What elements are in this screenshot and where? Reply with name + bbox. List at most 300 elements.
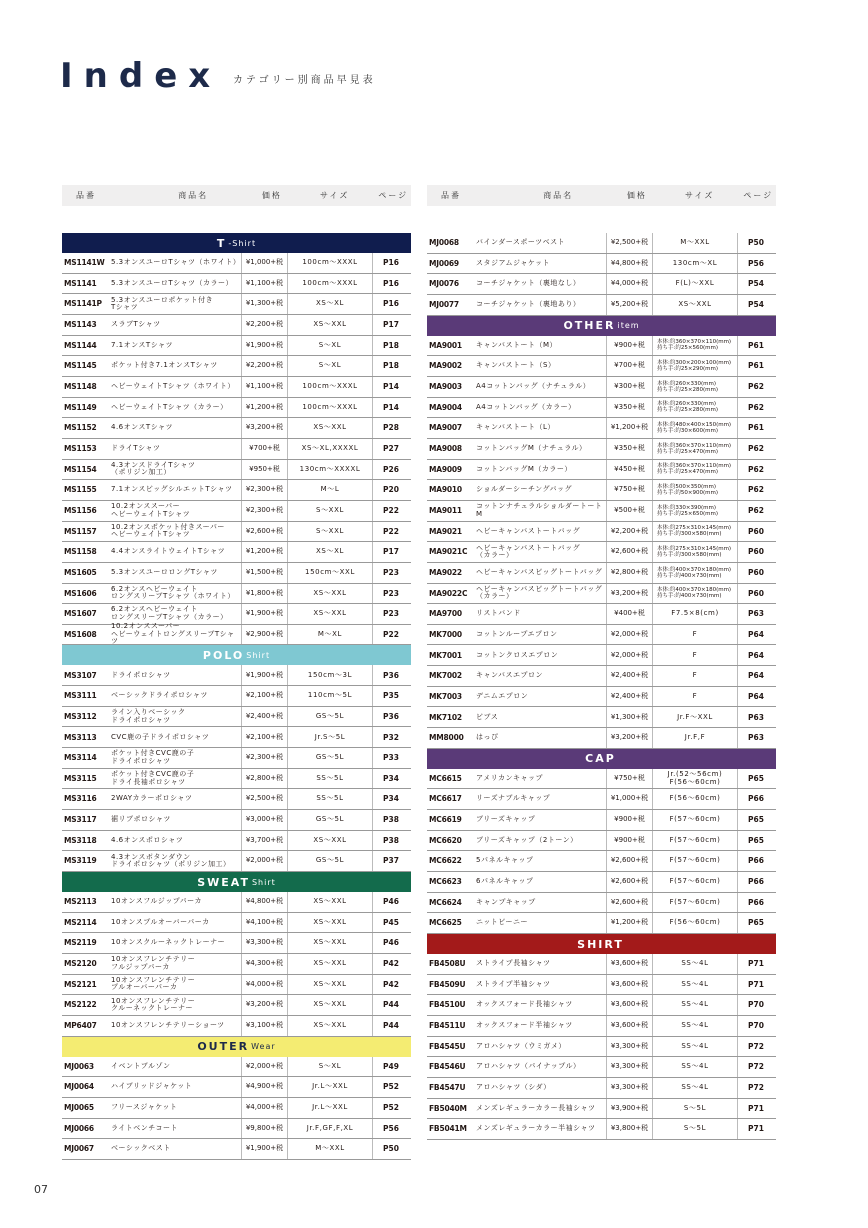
- product-name: 4.6オンスポロシャツ: [111, 835, 184, 844]
- table-row: [62, 1016, 411, 1037]
- table-row: [427, 460, 776, 481]
- product-code: MS1152: [64, 423, 97, 433]
- product-name: ドライポロシャツ: [111, 670, 171, 679]
- table-row: [427, 995, 776, 1016]
- product-name: 10.2オンスポケット付きスーパー ヘビーウェイトTシャツ: [111, 522, 225, 539]
- table-row: [427, 625, 776, 646]
- product-size: Jr.F～XXL: [652, 707, 737, 727]
- product-name: ライトベンチコート: [111, 1123, 179, 1132]
- product-page: P70: [737, 1016, 774, 1036]
- product-size: SS～5L: [287, 789, 372, 809]
- table-row: [62, 975, 411, 996]
- product-code: MA9010: [429, 485, 462, 495]
- category-banner: [427, 934, 776, 954]
- product-name: 5パネルキャップ: [476, 856, 534, 865]
- product-name: ショルダーシーチングバッグ: [476, 485, 573, 494]
- product-code: MS3107: [64, 670, 97, 680]
- product-page: P56: [372, 1119, 409, 1139]
- product-price: ¥4,000+税: [241, 1098, 287, 1118]
- table-row: [62, 913, 411, 934]
- product-page: P36: [372, 707, 409, 727]
- product-code: MS1153: [64, 443, 97, 453]
- table-row: [62, 1077, 411, 1098]
- table-row: [427, 418, 776, 439]
- product-size: F(56～60cm): [652, 789, 737, 809]
- product-name: オックスフォード長袖シャツ: [476, 1000, 573, 1009]
- product-code: MS1141: [64, 278, 97, 288]
- product-size: 本体:約360×370×110(mm) 持ち手:約25×470(mm): [652, 439, 737, 459]
- product-page: P62: [737, 501, 774, 521]
- product-page: P62: [737, 377, 774, 397]
- category-banner: [427, 749, 776, 769]
- product-page: P72: [737, 1078, 774, 1098]
- product-price: ¥2,600+税: [606, 893, 652, 913]
- product-name: 7.1オンスビッグシルエットTシャツ: [111, 485, 233, 494]
- product-code: MS2121: [64, 979, 97, 989]
- product-size: F: [652, 625, 737, 645]
- product-code: MJ0076: [429, 279, 459, 289]
- product-size: XS～XXL: [652, 295, 737, 315]
- product-name: アロハシャツ（パイナップル）: [476, 1062, 581, 1071]
- product-code: MC6619: [429, 815, 462, 825]
- product-code: MS2114: [64, 917, 97, 927]
- category-banner: [62, 645, 411, 665]
- product-code: FB4510U: [429, 1000, 466, 1010]
- product-code: MA9007: [429, 423, 462, 433]
- product-size: M～XXL: [652, 233, 737, 253]
- table-row: [62, 584, 411, 605]
- product-code: MK7102: [429, 712, 462, 722]
- table-row: [427, 1078, 776, 1099]
- product-price: ¥3,300+税: [241, 933, 287, 953]
- product-size: XS～XXL: [287, 975, 372, 995]
- category-banner: [62, 1037, 411, 1057]
- category-subtitle: -Shirt: [228, 238, 257, 248]
- product-name: 裾リブポロシャツ: [111, 815, 171, 824]
- product-size: Jr.S～5L: [287, 727, 372, 747]
- product-size: Jr.(52～56cm) F(56～60cm): [652, 769, 737, 789]
- product-name: アロハシャツ（ウミガメ）: [476, 1041, 566, 1050]
- product-page: P36: [372, 665, 409, 685]
- product-name: ストライプ長袖シャツ: [476, 959, 551, 968]
- product-name: 10オンスフレンチテリー プルオーバーパーカ: [111, 975, 196, 992]
- product-size: 本体:約400×370×180(mm) 持ち手:約400×730(mm): [652, 563, 737, 583]
- product-code: MA9004: [429, 402, 462, 412]
- product-size: XS～XXL: [287, 584, 372, 604]
- product-code: MA9002: [429, 361, 462, 371]
- table-row: [62, 542, 411, 563]
- product-code: MS3117: [64, 815, 97, 825]
- product-code: MS1158: [64, 547, 97, 557]
- product-code: MC6623: [429, 877, 462, 887]
- table-row: [62, 954, 411, 975]
- product-name: 10オンスクルーネックトレーナー: [111, 938, 226, 947]
- product-page: P18: [372, 356, 409, 376]
- product-price: ¥2,100+税: [241, 686, 287, 706]
- product-size: 本体:約400×370×180(mm) 持ち手:約400×730(mm): [652, 584, 737, 604]
- table-row: [62, 563, 411, 584]
- product-name: アメリカンキャップ: [476, 773, 544, 782]
- product-size: XS～XXL: [287, 892, 372, 912]
- table-row: [62, 336, 411, 357]
- product-code: MS3113: [64, 732, 97, 742]
- product-page: P22: [372, 625, 409, 645]
- product-size: 本体:約360×370×110(mm) 持ち手:約25×470(mm): [652, 460, 737, 480]
- product-name: ベーシックドライポロシャツ: [111, 691, 208, 700]
- product-code: MS1606: [64, 588, 97, 598]
- product-code: MA9021C: [429, 547, 468, 557]
- product-price: ¥1,100+税: [241, 377, 287, 397]
- product-code: MP6407: [64, 1021, 97, 1031]
- product-page: P23: [372, 563, 409, 583]
- product-code: MS1607: [64, 609, 97, 619]
- product-code: MS3115: [64, 773, 97, 783]
- product-price: ¥1,200+税: [606, 913, 652, 933]
- product-price: ¥3,200+税: [241, 418, 287, 438]
- product-code: MS2119: [64, 938, 97, 948]
- product-name: ヘビーキャンバスビッグトートバッグ: [476, 567, 603, 576]
- product-size: F(57～60cm): [652, 831, 737, 851]
- table-row: [62, 892, 411, 913]
- product-code: MJ0063: [64, 1061, 94, 1071]
- table-row: [427, 542, 776, 563]
- category-title: OUTER: [197, 1040, 250, 1054]
- product-page: P60: [737, 584, 774, 604]
- product-name: コットンループエプロン: [476, 629, 558, 638]
- product-code: MS3119: [64, 856, 97, 866]
- product-name: ヘビーウェイトTシャツ（カラー）: [111, 402, 228, 411]
- product-name: 5.3オンスユーロロングTシャツ: [111, 567, 218, 576]
- table-row: [427, 584, 776, 605]
- product-page: P52: [372, 1098, 409, 1118]
- product-name: ハイブリッドジャケット: [111, 1082, 193, 1091]
- product-page: P65: [737, 769, 774, 789]
- product-name: 4.3オンスドライTシャツ （ポリジン加工）: [111, 460, 196, 477]
- product-price: ¥2,300+税: [241, 501, 287, 521]
- table-row: [427, 274, 776, 295]
- product-name: 6パネルキャップ: [476, 877, 534, 886]
- product-code: MJ0068: [429, 238, 459, 248]
- product-price: ¥1,800+税: [241, 584, 287, 604]
- table-row: [427, 851, 776, 872]
- product-page: P46: [372, 892, 409, 912]
- product-price: ¥4,900+税: [241, 1077, 287, 1097]
- table-row: [62, 622, 411, 646]
- product-code: MM8000: [429, 733, 464, 743]
- product-size: GS～5L: [287, 851, 372, 871]
- product-code: MS1143: [64, 320, 97, 330]
- table-row: [427, 356, 776, 377]
- product-price: ¥3,200+税: [606, 728, 652, 748]
- product-size: Jr.F,F: [652, 728, 737, 748]
- category-subtitle: item: [617, 321, 640, 331]
- product-page: P60: [737, 522, 774, 542]
- product-size: 本体:約260×330(mm) 持ち手:約25×280(mm): [652, 398, 737, 418]
- product-page: P18: [372, 336, 409, 356]
- table-row: [62, 727, 411, 748]
- category-banner: [62, 872, 411, 892]
- product-size: F(57～60cm): [652, 810, 737, 830]
- table-row: [427, 1016, 776, 1037]
- product-page: P54: [737, 295, 774, 315]
- product-size: SS～4L: [652, 975, 737, 995]
- product-page: P70: [737, 995, 774, 1015]
- product-page: P61: [737, 418, 774, 438]
- product-page: P14: [372, 377, 409, 397]
- product-code: MS2122: [64, 1000, 97, 1010]
- table-row: [427, 666, 776, 687]
- product-name: 6.2オンスヘビーウェイト ロングスリーブTシャツ（ホワイト）: [111, 584, 235, 601]
- product-size: 100cm～XXXL: [287, 377, 372, 397]
- product-size: XS～XXL: [287, 954, 372, 974]
- product-price: ¥700+税: [606, 356, 652, 376]
- product-code: MJ0067: [64, 1144, 94, 1154]
- table-row: [62, 356, 411, 377]
- product-size: GS～5L: [287, 707, 372, 727]
- page-number: 07: [34, 1183, 48, 1196]
- product-code: MA9022: [429, 567, 462, 577]
- product-name: A4コットンバッグ（ナチュラル）: [476, 382, 591, 391]
- product-page: P50: [737, 233, 774, 253]
- product-name: フリースジャケット: [111, 1103, 178, 1112]
- table-row: [62, 1139, 411, 1160]
- product-code: MC6622: [429, 856, 462, 866]
- product-price: ¥2,300+税: [241, 748, 287, 768]
- product-size: 100cm～XXXL: [287, 253, 372, 273]
- product-price: ¥3,300+税: [606, 1057, 652, 1077]
- product-page: P66: [737, 872, 774, 892]
- product-size: M～L: [287, 480, 372, 500]
- product-name: スラブTシャツ: [111, 320, 161, 329]
- product-size: XS～XXL: [287, 913, 372, 933]
- table-row: [62, 769, 411, 790]
- product-size: XS～XXL: [287, 315, 372, 335]
- product-code: MA9022C: [429, 588, 468, 598]
- product-code: MC6620: [429, 835, 462, 845]
- product-page: P32: [372, 727, 409, 747]
- table-row: [427, 398, 776, 419]
- category-title: T: [216, 236, 227, 250]
- product-page: P65: [737, 831, 774, 851]
- product-page: P63: [737, 707, 774, 727]
- product-price: ¥5,200+税: [606, 295, 652, 315]
- product-code: MC6625: [429, 918, 462, 928]
- table-row: [427, 975, 776, 996]
- table-row: [427, 687, 776, 708]
- product-page: P61: [737, 356, 774, 376]
- product-size: XS～XL: [287, 294, 372, 314]
- product-price: ¥2,600+税: [606, 872, 652, 892]
- product-page: P54: [737, 274, 774, 294]
- category-title: OTHER: [563, 319, 616, 333]
- product-size: 110cm～5L: [287, 686, 372, 706]
- product-code: MS3114: [64, 753, 97, 763]
- product-price: ¥400+税: [606, 604, 652, 624]
- product-size: XS～XXL: [287, 995, 372, 1015]
- table-row: [427, 439, 776, 460]
- product-price: ¥3,000+税: [241, 810, 287, 830]
- product-size: S～XXL: [287, 501, 372, 521]
- table-row: [62, 933, 411, 954]
- product-name: 10.2オンススーパー ヘビーウェイトTシャツ: [111, 502, 191, 518]
- product-price: ¥900+税: [606, 831, 652, 851]
- product-price: ¥1,100+税: [241, 274, 287, 294]
- product-price: ¥1,300+税: [241, 294, 287, 314]
- product-name: アロハシャツ（シダ）: [476, 1083, 551, 1092]
- table-row: [427, 769, 776, 790]
- product-price: ¥1,200+税: [606, 418, 652, 438]
- product-page: P66: [737, 851, 774, 871]
- table-row: [427, 501, 776, 522]
- product-code: MA9003: [429, 382, 462, 392]
- table-row: [427, 254, 776, 275]
- product-price: ¥2,800+税: [606, 563, 652, 583]
- header-price: 価格: [261, 191, 282, 200]
- table-row: [62, 1098, 411, 1119]
- header-code: 品番: [441, 191, 461, 200]
- product-name: ポケット付きCVC鹿の子 ドライポロシャツ: [111, 749, 195, 765]
- product-price: ¥1,500+税: [241, 563, 287, 583]
- product-size: 150cm～3L: [287, 665, 372, 685]
- product-page: P52: [372, 1077, 409, 1097]
- table-row: [62, 274, 411, 295]
- product-page: P71: [737, 1119, 774, 1139]
- table-row: [62, 480, 411, 501]
- product-page: P42: [372, 954, 409, 974]
- category-title: POLO: [202, 648, 245, 662]
- table-row: [427, 295, 776, 316]
- product-price: ¥750+税: [606, 769, 652, 789]
- product-size: S～XXL: [287, 522, 372, 542]
- table-row: [427, 913, 776, 934]
- product-name: ストライプ半袖シャツ: [476, 979, 551, 988]
- product-price: ¥700+税: [241, 439, 287, 459]
- product-code: MJ0064: [64, 1082, 94, 1092]
- product-code: MS1154: [64, 464, 97, 474]
- product-size: XS～XXL: [287, 418, 372, 438]
- table-row: [62, 501, 411, 522]
- product-size: 本体:約275×310×145(mm) 持ち手:約300×580(mm): [652, 542, 737, 562]
- product-price: ¥950+税: [241, 460, 287, 480]
- product-name: キャンプキャップ: [476, 897, 536, 906]
- table-row: [427, 954, 776, 975]
- product-page: P62: [737, 398, 774, 418]
- table-row: [427, 831, 776, 852]
- product-code: MS3112: [64, 711, 97, 721]
- product-name: 10オンスフレンチテリーショーツ: [111, 1021, 225, 1030]
- product-page: P23: [372, 584, 409, 604]
- product-page: P14: [372, 398, 409, 418]
- product-page: P16: [372, 253, 409, 273]
- product-price: ¥2,200+税: [241, 315, 287, 335]
- product-name: 10オンスフレンチテリー フルジップパーカ: [111, 955, 196, 971]
- product-code: MK7000: [429, 629, 462, 639]
- product-page: P33: [372, 748, 409, 768]
- product-name: デニムエプロン: [476, 691, 529, 700]
- product-size: 本体:約500×350(mm) 持ち手:約50×900(mm): [652, 480, 737, 500]
- product-name: オックスフォード半袖シャツ: [476, 1021, 573, 1030]
- product-code: MS1608: [64, 629, 97, 639]
- product-page: P16: [372, 294, 409, 314]
- product-size: 本体:約330×390(mm) 持ち手:約25×650(mm): [652, 501, 737, 521]
- product-size: 本体:約480×400×150(mm) 持ち手:約30×600(mm): [652, 418, 737, 438]
- table-row: [62, 418, 411, 439]
- product-page: P61: [737, 336, 774, 356]
- product-page: P60: [737, 542, 774, 562]
- product-name: イベントブルゾン: [111, 1061, 171, 1070]
- product-size: F(57～60cm): [652, 872, 737, 892]
- product-page: P66: [737, 789, 774, 809]
- product-page: P17: [372, 542, 409, 562]
- product-price: ¥3,200+税: [606, 584, 652, 604]
- product-name: 5.3オンスユーロポケット付き Tシャツ: [111, 295, 214, 312]
- product-page: P64: [737, 687, 774, 707]
- product-code: MA9001: [429, 340, 462, 350]
- product-price: ¥9,800+税: [241, 1119, 287, 1139]
- table-row: [427, 645, 776, 666]
- product-price: ¥900+税: [606, 336, 652, 356]
- table-row: [427, 1057, 776, 1078]
- product-name: 5.3オンスユーロTシャツ（カラー）: [111, 278, 234, 287]
- product-name: ヘビーウェイトTシャツ（ホワイト）: [111, 382, 235, 391]
- table-row: [427, 1037, 776, 1058]
- product-page: P26: [372, 460, 409, 480]
- product-price: ¥4,800+税: [606, 254, 652, 274]
- table-row: [427, 377, 776, 398]
- product-size: 本体:約260×330(mm) 持ち手:約25×280(mm): [652, 377, 737, 397]
- product-price: ¥1,900+税: [241, 1139, 287, 1159]
- product-name: キャンバストート（M）: [476, 340, 558, 349]
- product-price: ¥1,300+税: [606, 707, 652, 727]
- product-page: P62: [737, 439, 774, 459]
- table-row: [427, 604, 776, 625]
- table-row: [62, 686, 411, 707]
- table-header-right: [427, 185, 776, 206]
- product-name: コットンバッグM（ナチュラル）: [476, 443, 587, 452]
- product-code: MS1141P: [64, 299, 102, 309]
- product-name: キャンバストート（L）: [476, 423, 555, 432]
- product-name: A4コットンバッグ（カラー）: [476, 402, 576, 411]
- product-price: ¥3,300+税: [606, 1037, 652, 1057]
- table-row: [427, 336, 776, 357]
- product-code: MS1149: [64, 402, 97, 412]
- table-row: [427, 728, 776, 749]
- product-page: P42: [372, 975, 409, 995]
- product-page: P22: [372, 501, 409, 521]
- product-code: FB4509U: [429, 979, 466, 989]
- table-row: [62, 831, 411, 852]
- product-size: F(L)～XXL: [652, 274, 737, 294]
- product-name: キャンバスエプロン: [476, 671, 544, 680]
- product-page: P56: [737, 254, 774, 274]
- product-page: P17: [372, 315, 409, 335]
- product-code: FB5041M: [429, 1124, 467, 1134]
- product-name: コットンクロスエプロン: [476, 650, 559, 659]
- product-page: P44: [372, 1016, 409, 1036]
- category-banner: [427, 316, 776, 336]
- product-name: キャンバストート（S）: [476, 361, 556, 370]
- product-code: FB4511U: [429, 1021, 466, 1031]
- product-name: 4.4オンスライトウェイトTシャツ: [111, 547, 226, 556]
- product-page: P20: [372, 480, 409, 500]
- header-name: 商品名: [543, 191, 574, 200]
- product-name: ヘビーキャンバストートバッグ: [476, 526, 581, 535]
- product-size: SS～4L: [652, 1078, 737, 1098]
- product-price: ¥3,300+税: [606, 1078, 652, 1098]
- product-name: スタジアムジャケット: [476, 258, 551, 267]
- category-title: SWEAT: [197, 875, 250, 889]
- product-name: 4.3オンスボタンダウン ドライポロシャツ（ポリジン加工）: [111, 852, 231, 869]
